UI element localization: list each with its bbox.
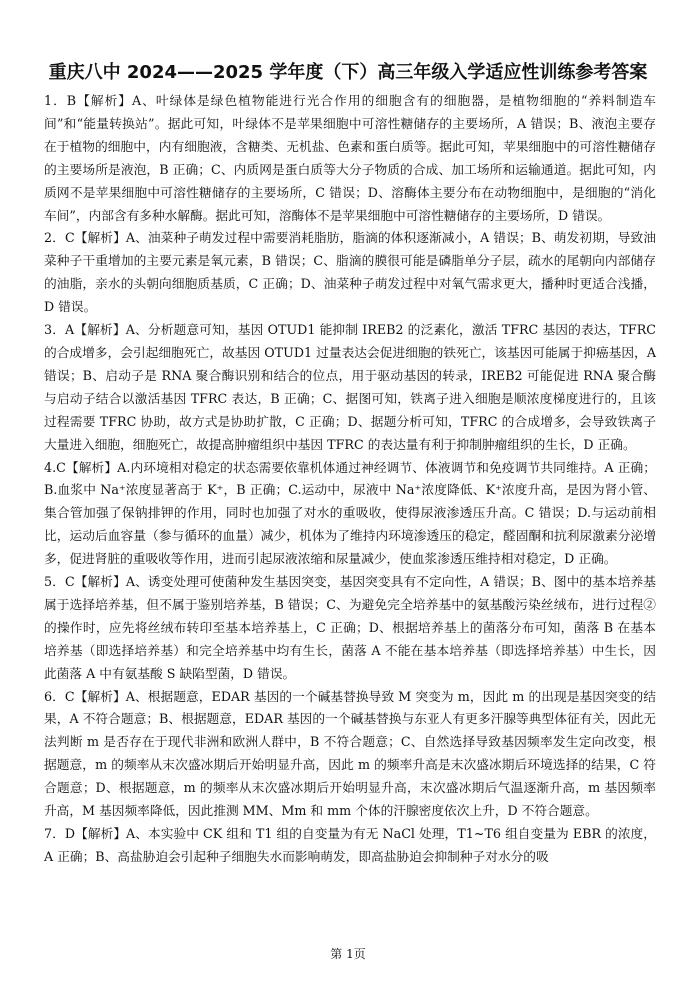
answer-item: 6．C【解析】A、根据题意，EDAR 基因的一个碱基替换导致 M 突变为 m，因此 m 的出现是基因突变的结果，A 不符合题意；B、根据题意，EDAR 基因的一个碱基替换与东亚人有更多汗腺等典型体征有关，因此无法判断 m 是否存在于现代非洲和欧洲人群中，B 不符合题意；C、自然选择导致基因频率发生定向改变，根据题意，m 的频率从末次盛冰期后开始明显升高，因此 m 的频率升高是末次盛冰期后环境选择的结果，C 符合题意；D、根据题意，m 的频率从末次盛冰期后开始明显升高，末次盛冰期后气温逐渐升高，m 基因频率升高，M 基因频率降低，因此推测 MM、Mm 和 mm 个体的汗腺密度依次上升，D 不符合题意。 [44, 688, 656, 819]
page-title: 重庆八中 2024——2025 学年度（下）高三年级入学适应性训练参考答案 [48, 62, 648, 83]
answer-item: 2．C【解析】A、油菜种子萌发过程中需要消耗脂肪，脂滴的体积逐渐减小，A 错误；B、萌发初期，导致油菜种子干重增加的主要元素是氧元素，B 错误；C、脂滴的膜很可能是磷脂单分子层，疏水的尾朝向内部储存的油脂，亲水的头朝向细胞质基质，C 正确；D、油菜种子萌发过程中对氧气需求更大，播种时更适合浅播，D 错误。 [44, 230, 656, 315]
answer-item: 1．B【解析】A、叶绿体是绿色植物能进行光合作用的细胞含有的细胞器，是植物细胞的“养料制造车间”和“能量转换站”。据此可知，叶绿体不是苹果细胞中可溶性糖储存的主要场所，A 错误；B、液泡主要存在于植物的细胞中，内有细胞液，含糖类、无机盐、色素和蛋白质等。据此可知，苹果细胞中的可溶性糖储存的主要场所是液泡，B 正确；C、内质网是蛋白质等大分子物质的合成、加工场所和运输通道。据此可知，内质网不是苹果细胞中可溶性糖储存的主要场所，C 错误；D、溶酶体主要分布在动物细胞中，是细胞的“消化车间”，内部含有多种水解酶。据此可知，溶酶体不是苹果细胞中可溶性糖储存的主要场所，D 错误。 [44, 93, 656, 223]
answer-item: 4.C【解析】A.内环境相对稳定的状态需要依靠机体通过神经调节、体液调节和免疫调节共同维持。A 正确；B.血浆中 Na⁺浓度显著高于 K⁺，B 正确；C.运动中，尿液中 Na⁺浓度降低、K⁺浓度升高，是因为肾小管、集合管加强了保钠排钾的作用，同时也加强了对水的重吸收，使得尿液渗透压升高。C 错误；D.与运动前相比，运动后血容量（参与循环的血量）减少，机体为了维持内环境渗透压的稳定，醛固酮和抗利尿激素分泌增多，促进肾脏的重吸收等作用，进而引起尿液浓缩和尿量减少，使血浆渗透压维持相对稳定，D 正确。 [44, 459, 656, 567]
answer-list [44, 90, 656, 869]
answer-item: 7．D【解析】A、本实验中 CK 组和 T1 组的自变量为有无 NaCl 处理，T1~T6 组自变量为 EBR 的浓度，A 正确；B、高盐胁迫会引起种子细胞失水而影响萌发，即高盐胁迫会抑制种子对水分的吸 [44, 826, 656, 864]
answer-item: 3．A【解析】A、分析题意可知，基因 OTUD1 能抑制 IREB2 的泛素化，激活 TFRC 基因的表达，TFRC 的合成增多，会引起细胞死亡，故基因 OTUD1 过量表达会促进细胞的铁死亡，该基因可能属于抑癌基因，A 错误；B、启动子是 RNA 聚合酶识别和结合的位点，用于驱动基因的转录，IREB2 可能促进 RNA 聚合酶与启动子结合以激活基因 TFRC 表达，B 正确；C、据图可知，铁离子进入细胞是顺浓度梯度进行的，且该过程需要 TFRC 协助，故方式是协助扩散，C 正确；D、据题分析可知，TFRC 的合成增多，会导致铁离子大量进入细胞，细胞死亡，故提高肿瘤组织中基因 TFRC 的表达量有利于抑制肿瘤组织的生长，D 正确。 [44, 322, 656, 452]
answer-item: 5．C【解析】A、诱变处理可使菌种发生基因突变，基因突变具有不定向性，A 错误；B、图中的基本培养基属于选择培养基，但不属于鉴别培养基，B 错误；C、为避免完全培养基中的氨基酸污染丝绒布，进行过程②的操作时，应先将丝绒布转印至基本培养基上，C 正确；D、根据培养基上的菌落分布可知，菌落 B 在基本培养基（即选择培养基）和完全培养基中均有生长，菌落 A 不能在基本培养基（即选择培养基）中生长，因此菌落 A 中有氨基酸 S 缺陷型菌，D 错误。 [44, 574, 656, 681]
page-number: 第 1页 [330, 947, 366, 961]
